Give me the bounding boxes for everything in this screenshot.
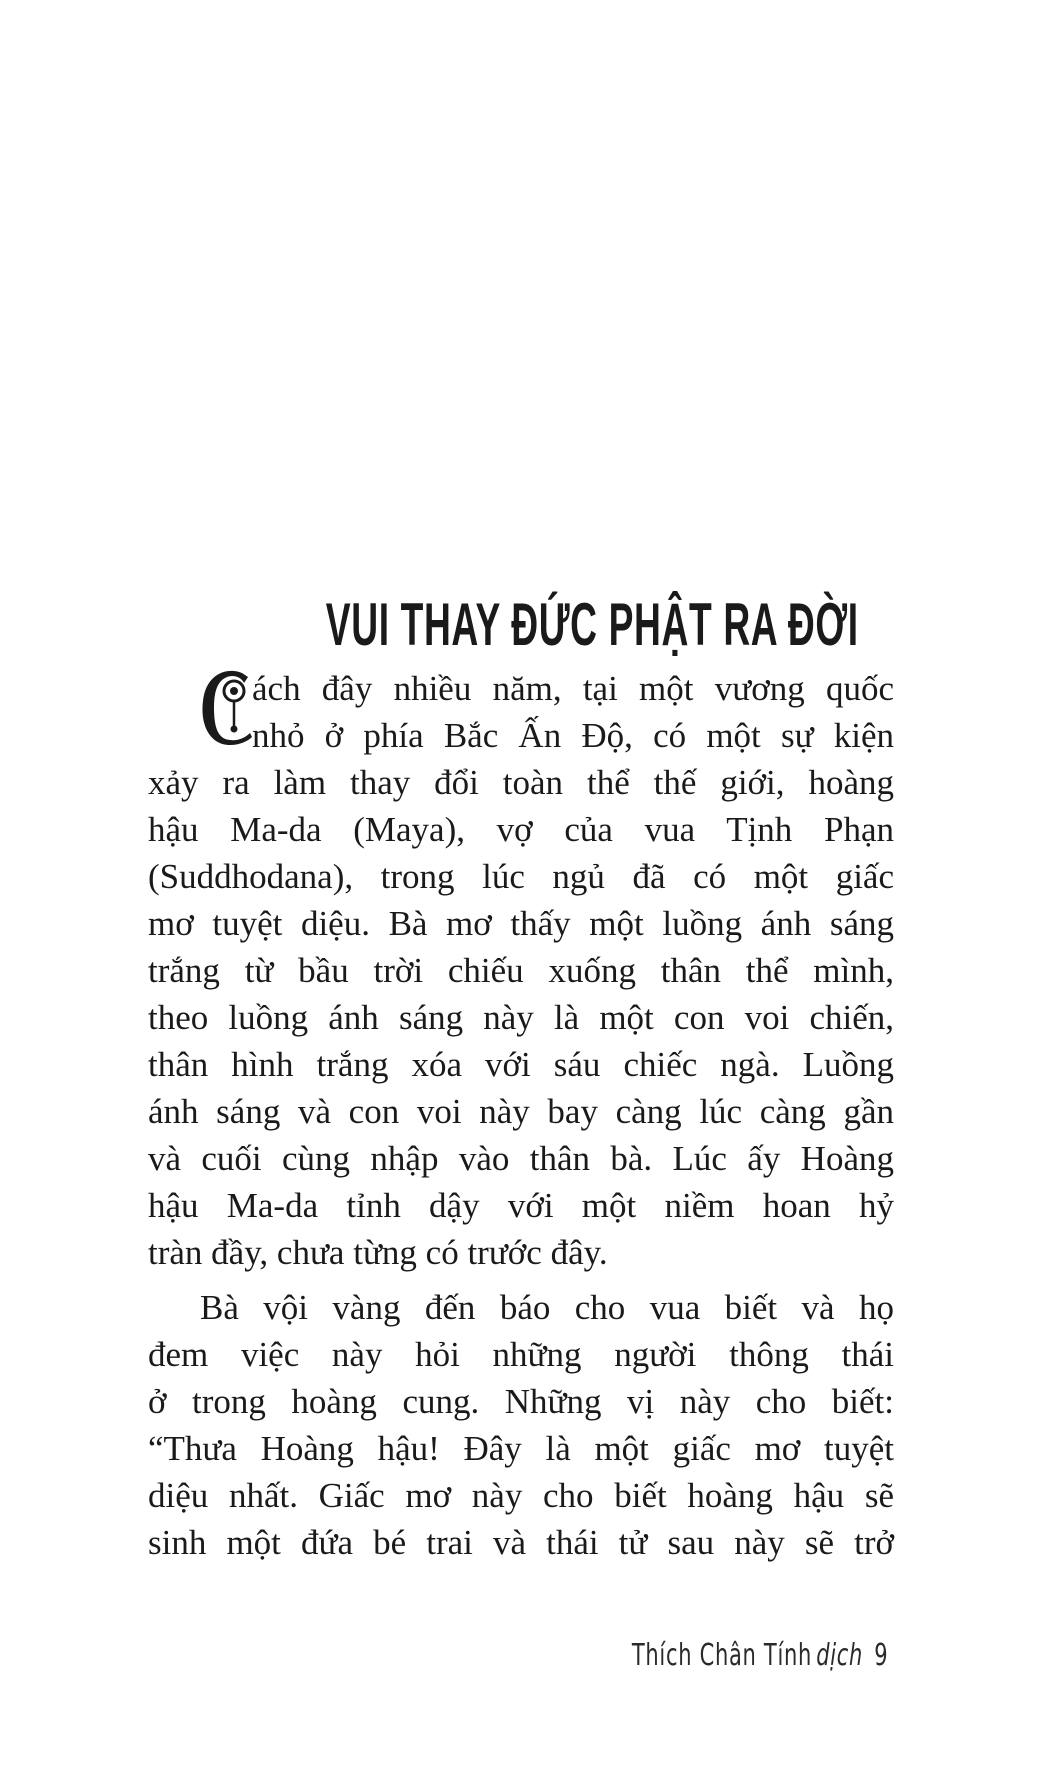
ornamental-drop-cap-c-icon <box>198 667 254 749</box>
text-line: trắng từ bầu trời chiếu xuống thân thể mình, <box>148 951 894 990</box>
text-line: (Suddhodana), trong lúc ngủ đã có một giấc <box>148 857 894 896</box>
chapter-body <box>148 665 894 1566</box>
text-line: Bà vội vàng đến báo cho vua biết và họ <box>200 1288 894 1327</box>
text-line: ở trong hoàng cung. Những vị này cho biết: <box>148 1382 894 1421</box>
text-line: diệu nhất. Giấc mơ này cho biết hoàng hậu sẽ <box>148 1476 894 1515</box>
text-line: và cuối cùng nhập vào thân bà. Lúc ấy Hoàng <box>148 1139 894 1178</box>
text-line: sinh một đứa bé trai và thái tử sau này sẽ trở <box>148 1523 894 1562</box>
page-footer <box>632 1638 888 1673</box>
text-line: hậu Ma-da (Maya), vợ của vua Tịnh Phạn <box>148 810 894 849</box>
text-line: “Thưa Hoàng hậu! Đây là một giấc mơ tuyệt <box>148 1429 894 1468</box>
text-line: xảy ra làm thay đổi toàn thể thế giới, hoàng <box>148 763 894 802</box>
text-line: thân hình trắng xóa với sáu chiếc ngà. Luồng <box>148 1045 894 1084</box>
chapter-title: VUI THAY ĐỨC PHẬT RA ĐỜI <box>325 591 859 659</box>
text-line: mơ tuyệt diệu. Bà mơ thấy một luồng ánh sáng <box>148 904 894 943</box>
text-line: hậu Ma-da tỉnh dậy với một niềm hoan hỷ <box>148 1186 894 1225</box>
page-number: 9 <box>873 1638 888 1673</box>
text-line: ách đây nhiều năm, tại một vương quốc <box>252 669 894 708</box>
translator-role: dịch <box>815 1638 863 1673</box>
text-line: tràn đầy, chưa từng có trước đây. <box>148 1233 608 1272</box>
paragraph-gap <box>148 1276 894 1284</box>
text-line: nhỏ ở phía Bắc Ấn Độ, có một sự kiện <box>252 716 894 755</box>
text-line: ánh sáng và con voi này bay càng lúc càng gần <box>148 1092 894 1131</box>
translator-name: Thích Chân Tính <box>631 1638 812 1673</box>
text-line: đem việc này hỏi những người thông thái <box>148 1335 894 1374</box>
text-line: theo luồng ánh sáng này là một con voi chiến, <box>148 998 894 1037</box>
